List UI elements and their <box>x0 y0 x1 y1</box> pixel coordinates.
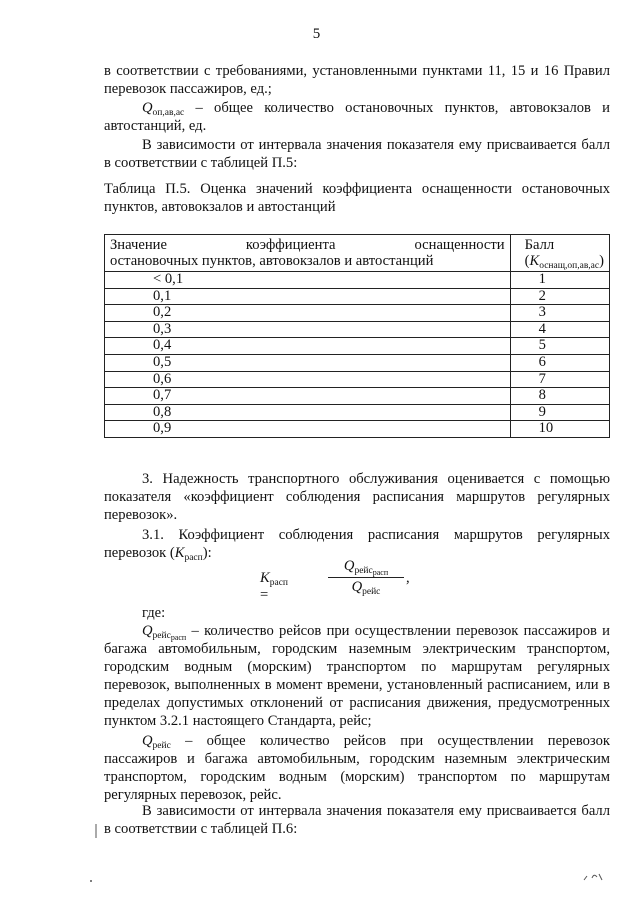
header-col2-open: ( <box>524 253 530 269</box>
header-col2-subscript: оснащ,оп,ав,ас <box>539 261 600 271</box>
table-row <box>105 305 610 322</box>
paragraph-8: В зависимости от интервала значения показателя ему присваивается балл в соответствии с таблицей П.6: <box>104 803 610 837</box>
header-col2-symbol: K <box>529 253 540 269</box>
header-cell-score <box>510 235 609 272</box>
scan-dot <box>88 878 94 884</box>
cell-value: 0,8 <box>105 404 511 421</box>
formula-fraction <box>328 558 404 596</box>
paragraph-7 <box>104 732 610 804</box>
scan-mark-left <box>92 822 104 842</box>
score-table <box>104 234 610 438</box>
k-symbol: K <box>174 545 185 561</box>
paragraph-1: в соответствии с требованиями, установленными пунктами 11, 15 и 16 Правил перевозок пассажиров, ед.; <box>104 63 610 97</box>
formula-equals: = <box>260 587 269 603</box>
table-header-row <box>105 235 610 272</box>
q-subscript: оп,ав,ас <box>152 108 185 118</box>
where-label: где: <box>142 605 166 621</box>
paragraph-3: В зависимости от интервала значения показателя ему присваивается балл в соответствии с таблицей П.5: <box>104 137 610 171</box>
cell-value: 0,5 <box>105 354 511 371</box>
header-col1-line1: Значение коэффициента оснащенности <box>110 237 505 253</box>
q-symbol: Q <box>142 100 153 116</box>
cell-score: 4 <box>510 321 609 338</box>
formula-lhs-subscript: расп <box>269 578 289 588</box>
cell-score: 1 <box>510 272 609 289</box>
table-row <box>105 272 610 289</box>
table-row <box>105 388 610 405</box>
paragraph-6-text: – количество рейсов при осуществлении перевозок пассажиров и багажа автомобильным, городским наземным электрическим транспортом, городским водным (морским) транспортом по маршрутам регулярных перевозок, выполненных в момент времени, установленный расписанием, или в пределах допустимых отклонений от расписания движения, предусмотренных пунктом 3.2.1 настоящего Стандарта, рейс; <box>104 623 610 729</box>
q-reis-total-symbol: Q <box>142 733 153 749</box>
k-subscript: расп <box>184 553 203 563</box>
table-row <box>105 321 610 338</box>
paragraph-5 <box>104 526 610 562</box>
cell-value: 0,3 <box>105 321 511 338</box>
q-reis-symbol: Q <box>142 623 153 639</box>
table-row <box>105 404 610 421</box>
header-col2-line1: Балл <box>524 237 555 253</box>
cell-score: 9 <box>510 404 609 421</box>
formula-numerator <box>328 558 404 578</box>
paragraph-7-text: – общее количество рейсов при осуществлении перевозок пассажиров и багажа автомобильным, городским наземным электрическим транспортом, городским водным (морским) транспортом по маршрутам регулярных перевозок, рейс. <box>104 733 610 803</box>
paragraph-2 <box>104 99 610 135</box>
cell-score: 6 <box>510 354 609 371</box>
header-col2-close: ) <box>599 253 604 269</box>
table-row <box>105 288 610 305</box>
paragraph-6 <box>104 622 610 730</box>
q-reis-subscript <box>153 631 187 641</box>
paragraph-2-text: – общее количество остановочных пунктов, автовокзалов и автостанций, ед. <box>104 100 610 134</box>
numerator-sub-text: рейс <box>354 566 373 576</box>
cell-score: 8 <box>510 388 609 405</box>
cell-value: 0,6 <box>105 371 511 388</box>
paragraph-5-close: ): <box>202 545 212 561</box>
q-reis-sub-text: рейс <box>152 631 171 641</box>
table-row <box>105 354 610 371</box>
numerator-subscript <box>354 566 388 576</box>
denominator-symbol: Q <box>351 579 363 595</box>
paragraph-5-text: 3.1. Коэффициент соблюдения расписания маршрутов регулярных перевозок ( <box>104 527 610 561</box>
scan-mark-right <box>580 868 608 888</box>
table-row <box>105 371 610 388</box>
cell-value: < 0,1 <box>105 272 511 289</box>
cell-value: 0,7 <box>105 388 511 405</box>
numerator-subsub-text: расп <box>372 568 389 577</box>
q-reis-total-subscript: рейс <box>152 741 171 751</box>
formula-lhs-symbol: K <box>260 570 270 586</box>
table-row <box>105 338 610 355</box>
paragraph-4: 3. Надежность транспортного обслуживания оценивается с помощью показателя «коэффициент соблюдения расписания маршрутов регулярных перевозок». <box>104 471 610 523</box>
cell-score: 2 <box>510 288 609 305</box>
cell-value: 0,4 <box>105 338 511 355</box>
header-cell-value <box>105 235 511 272</box>
table-caption: Таблица П.5. Оценка значений коэффициента оснащенности остановочных пунктов, автовокзалов и автостанций <box>104 181 610 215</box>
header-col2-line2 <box>525 253 604 269</box>
cell-score: 10 <box>510 421 609 438</box>
header-col1-line2: остановочных пунктов, автовокзалов и автостанций <box>110 253 434 269</box>
cell-score: 7 <box>510 371 609 388</box>
cell-score: 5 <box>510 338 609 355</box>
denominator-subscript: рейс <box>362 587 381 597</box>
table-row <box>105 421 610 438</box>
cell-value: 0,9 <box>105 421 511 438</box>
q-reis-subsub-text: расп <box>170 633 187 642</box>
formula-lhs <box>260 570 288 604</box>
formula-denominator <box>328 578 404 596</box>
cell-score: 3 <box>510 305 609 322</box>
page-number: 5 <box>312 26 321 42</box>
numerator-symbol: Q <box>343 558 355 574</box>
cell-value: 0,2 <box>105 305 511 322</box>
formula-comma: , <box>406 570 410 586</box>
cell-value: 0,1 <box>105 288 511 305</box>
